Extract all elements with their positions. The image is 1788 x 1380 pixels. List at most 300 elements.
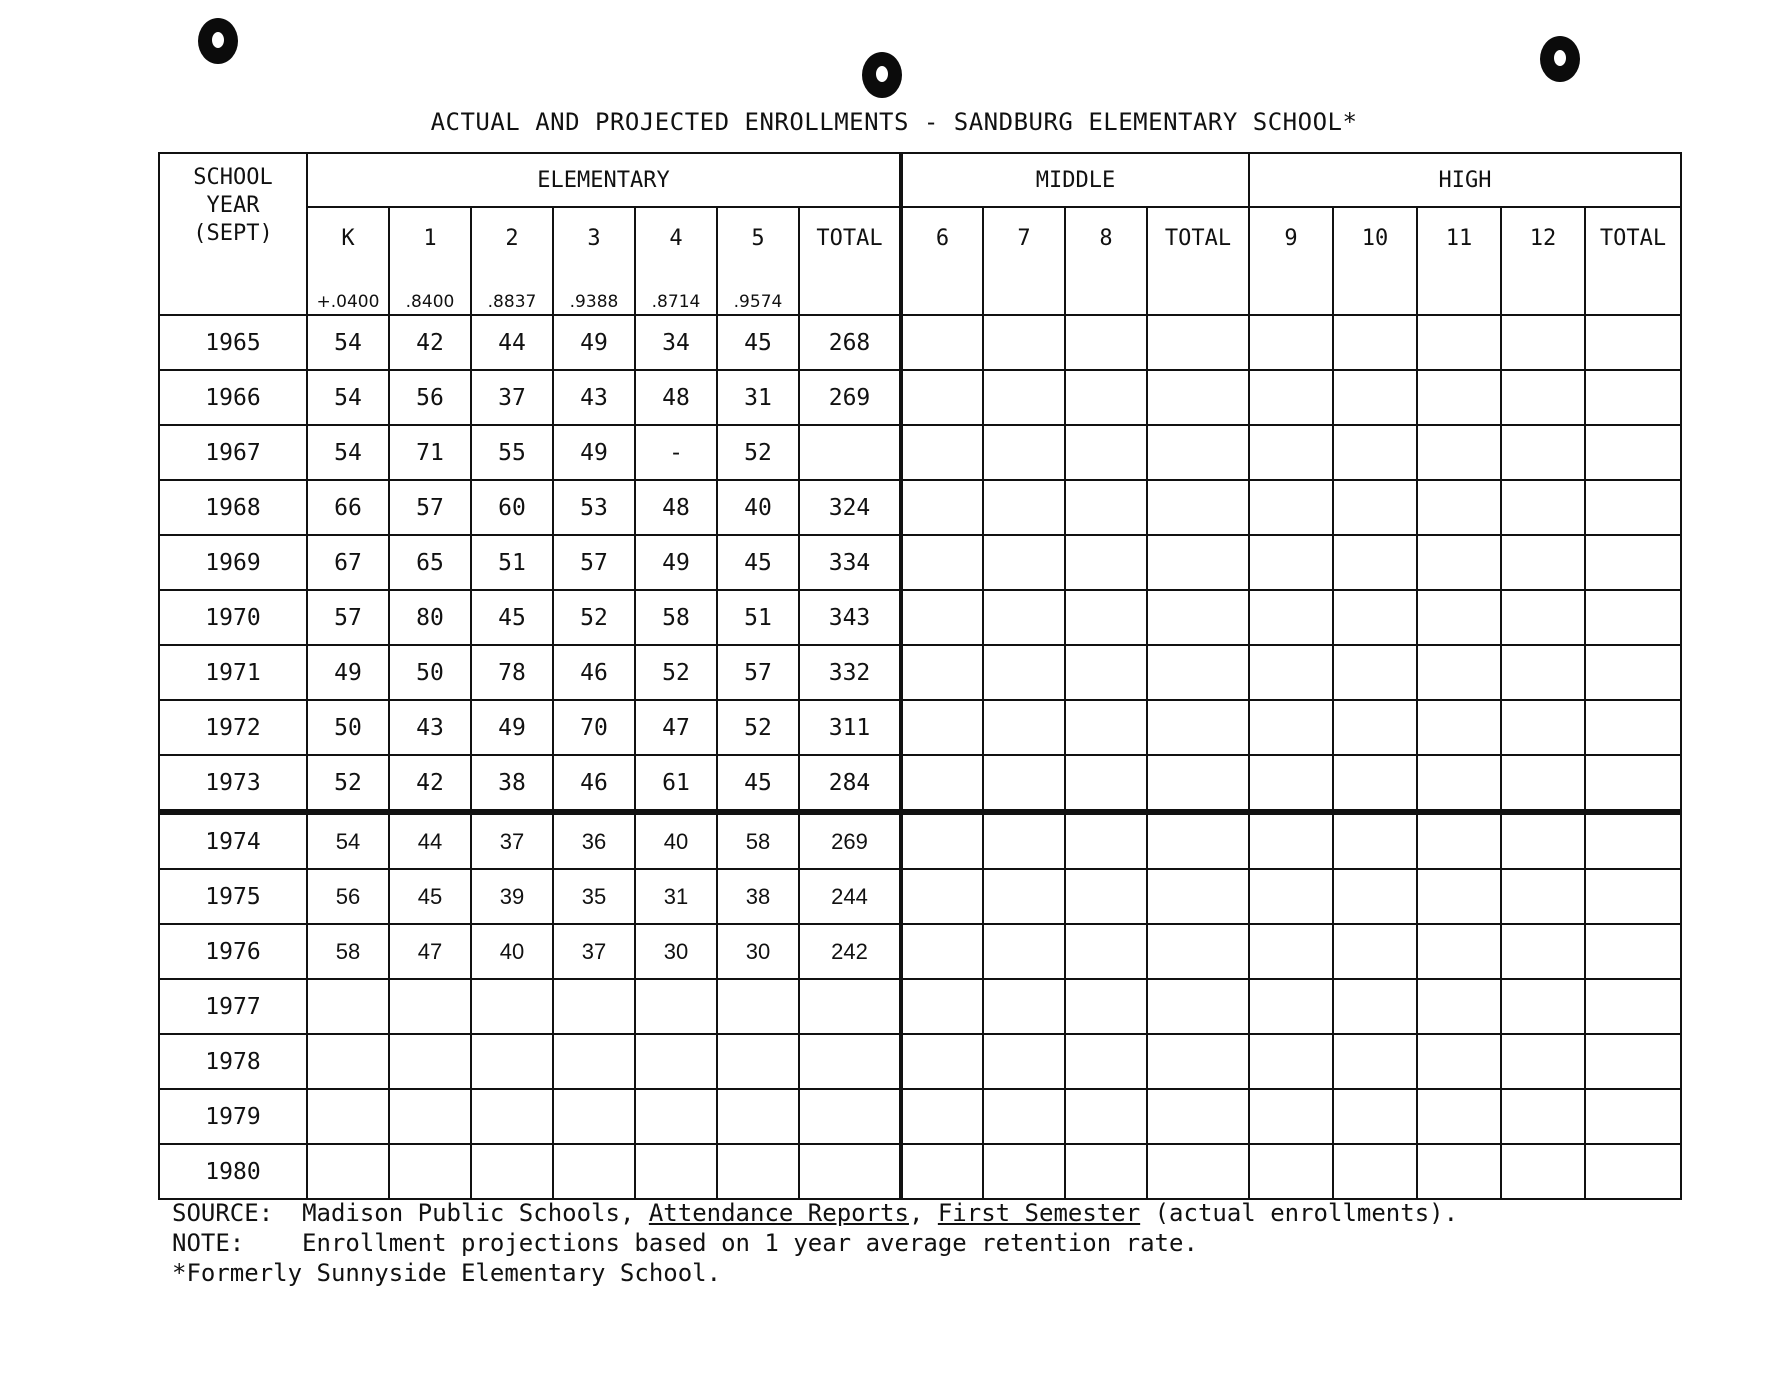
source-note: (actual enrollments). xyxy=(1154,1199,1459,1227)
empty-cell xyxy=(1501,1144,1585,1199)
grade-label: 3 xyxy=(587,226,601,251)
empty-cell xyxy=(1249,812,1333,869)
enrollment-cell: 80 xyxy=(389,590,471,645)
enrollment-cell: 43 xyxy=(553,370,635,425)
enrollment-cell: 42 xyxy=(389,315,471,370)
elementary-total-cell xyxy=(799,1034,901,1089)
empty-cell xyxy=(1585,645,1681,700)
enrollment-cell xyxy=(635,1089,717,1144)
enrollment-cell: 54 xyxy=(307,425,389,480)
empty-cell xyxy=(983,812,1065,869)
enrollment-cell: 57 xyxy=(389,480,471,535)
elementary-header: ELEMENTARY xyxy=(307,153,901,207)
enrollment-cell: 47 xyxy=(389,924,471,979)
enrollment-cell: 61 xyxy=(635,755,717,812)
year-cell: 1973 xyxy=(159,755,307,812)
year-header-line-1: SCHOOL xyxy=(193,165,273,190)
empty-cell xyxy=(1147,645,1249,700)
enrollment-rows xyxy=(159,315,1681,1199)
grade-3-header xyxy=(553,207,635,315)
enrollment-cell xyxy=(389,979,471,1034)
empty-cell xyxy=(1585,1144,1681,1199)
empty-cell xyxy=(1147,812,1249,869)
empty-cell xyxy=(983,480,1065,535)
enrollment-cell: 58 xyxy=(307,924,389,979)
empty-cell xyxy=(983,1144,1065,1199)
empty-cell xyxy=(1585,755,1681,812)
empty-cell xyxy=(1249,979,1333,1034)
enrollment-cell: 50 xyxy=(307,700,389,755)
enrollment-cell xyxy=(471,1034,553,1089)
enrollment-table xyxy=(158,152,1682,1200)
punch-hole-right xyxy=(1540,36,1580,82)
enrollment-cell: 30 xyxy=(635,924,717,979)
empty-cell xyxy=(1417,924,1501,979)
enrollment-cell: 49 xyxy=(307,645,389,700)
enrollment-cell: 57 xyxy=(717,645,799,700)
empty-cell xyxy=(1249,1034,1333,1089)
retention-rate: .8714 xyxy=(651,292,701,312)
empty-cell xyxy=(1065,645,1147,700)
table-row xyxy=(159,1144,1681,1199)
empty-cell xyxy=(1417,869,1501,924)
empty-cell xyxy=(1147,924,1249,979)
enrollment-cell: 38 xyxy=(471,755,553,812)
enrollment-cell xyxy=(717,1089,799,1144)
enrollment-cell: 52 xyxy=(717,700,799,755)
grade-8-header: 8 xyxy=(1065,207,1147,315)
source-line xyxy=(172,1198,1458,1228)
enrollment-cell: 53 xyxy=(553,480,635,535)
enrollment-cell xyxy=(307,1144,389,1199)
retention-rate: +.0400 xyxy=(316,292,380,312)
enrollment-cell: 54 xyxy=(307,370,389,425)
enrollment-cell: 51 xyxy=(471,535,553,590)
empty-cell xyxy=(1065,1089,1147,1144)
empty-cell xyxy=(1585,869,1681,924)
empty-cell xyxy=(901,869,983,924)
enrollment-cell: 44 xyxy=(389,812,471,869)
elementary-total-header xyxy=(799,207,901,315)
enrollment-cell: 36 xyxy=(553,812,635,869)
former-name-line: *Formerly Sunnyside Elementary School. xyxy=(172,1259,722,1287)
empty-cell xyxy=(1249,1089,1333,1144)
empty-cell xyxy=(1333,979,1417,1034)
empty-cell xyxy=(1249,480,1333,535)
grade-label: TOTAL xyxy=(816,226,883,251)
grade-5-header xyxy=(717,207,799,315)
table-row xyxy=(159,425,1681,480)
empty-cell xyxy=(1501,535,1585,590)
enrollment-cell: 45 xyxy=(717,755,799,812)
enrollment-cell xyxy=(471,979,553,1034)
empty-cell xyxy=(1065,979,1147,1034)
enrollment-cell: 70 xyxy=(553,700,635,755)
enrollment-cell: 78 xyxy=(471,645,553,700)
enrollment-cell xyxy=(389,1034,471,1089)
enrollment-cell: 37 xyxy=(471,370,553,425)
table-row xyxy=(159,645,1681,700)
source-label: SOURCE: xyxy=(172,1199,274,1227)
empty-cell xyxy=(901,924,983,979)
empty-cell xyxy=(901,700,983,755)
footer-notes xyxy=(172,1198,1458,1288)
elementary-total-cell xyxy=(799,425,901,480)
empty-cell xyxy=(983,1034,1065,1089)
empty-cell xyxy=(1417,645,1501,700)
enrollment-cell: 60 xyxy=(471,480,553,535)
grade-10-header: 10 xyxy=(1333,207,1417,315)
grade-7-header: 7 xyxy=(983,207,1065,315)
empty-cell xyxy=(901,645,983,700)
table-row xyxy=(159,924,1681,979)
empty-cell xyxy=(1065,315,1147,370)
empty-cell xyxy=(1065,535,1147,590)
empty-cell xyxy=(1333,1089,1417,1144)
year-cell: 1970 xyxy=(159,590,307,645)
empty-cell xyxy=(1501,755,1585,812)
note-label: NOTE: xyxy=(172,1229,245,1257)
enrollment-cell: 40 xyxy=(635,812,717,869)
empty-cell xyxy=(1065,370,1147,425)
year-cell: 1965 xyxy=(159,315,307,370)
empty-cell xyxy=(1249,425,1333,480)
empty-cell xyxy=(1585,979,1681,1034)
empty-cell xyxy=(1501,812,1585,869)
empty-cell xyxy=(1249,370,1333,425)
table-row xyxy=(159,315,1681,370)
empty-cell xyxy=(1249,535,1333,590)
enrollment-cell: 45 xyxy=(717,315,799,370)
empty-cell xyxy=(1333,370,1417,425)
enrollment-cell: 56 xyxy=(389,370,471,425)
empty-cell xyxy=(1065,924,1147,979)
empty-cell xyxy=(1501,979,1585,1034)
enrollment-cell: 52 xyxy=(635,645,717,700)
grade-k-header xyxy=(307,207,389,315)
retention-rate: .9388 xyxy=(569,292,619,312)
empty-cell xyxy=(1147,1089,1249,1144)
note-line xyxy=(172,1228,1458,1258)
high-header: HIGH xyxy=(1249,153,1681,207)
year-header-line-3: (SEPT) xyxy=(193,221,273,246)
empty-cell xyxy=(1417,315,1501,370)
enrollment-cell xyxy=(389,1089,471,1144)
grade-label: K xyxy=(341,226,355,251)
enrollment-cell xyxy=(307,1034,389,1089)
empty-cell xyxy=(901,979,983,1034)
empty-cell xyxy=(1065,700,1147,755)
table-row xyxy=(159,535,1681,590)
enrollment-cell xyxy=(635,979,717,1034)
empty-cell xyxy=(1147,755,1249,812)
empty-cell xyxy=(1249,755,1333,812)
source-report-name: Attendance Reports xyxy=(648,1199,909,1227)
middle-total-header: TOTAL xyxy=(1147,207,1249,315)
empty-cell xyxy=(1417,979,1501,1034)
source-semester: First Semester xyxy=(937,1199,1141,1227)
empty-cell xyxy=(1417,535,1501,590)
enrollment-cell: - xyxy=(635,425,717,480)
empty-cell xyxy=(1585,590,1681,645)
table-row xyxy=(159,590,1681,645)
elementary-total-cell: 244 xyxy=(799,869,901,924)
enrollment-cell: 54 xyxy=(307,812,389,869)
enrollment-cell: 46 xyxy=(553,645,635,700)
elementary-total-cell xyxy=(799,1089,901,1144)
note-text: Enrollment projections based on 1 year average retention rate. xyxy=(302,1229,1198,1257)
enrollment-cell xyxy=(307,1089,389,1144)
empty-cell xyxy=(983,425,1065,480)
empty-cell xyxy=(901,1034,983,1089)
elementary-total-cell: 343 xyxy=(799,590,901,645)
empty-cell xyxy=(1065,1034,1147,1089)
empty-cell xyxy=(1147,1144,1249,1199)
grade-2-header xyxy=(471,207,553,315)
year-cell: 1977 xyxy=(159,979,307,1034)
empty-cell xyxy=(983,979,1065,1034)
grade-label: 2 xyxy=(505,226,519,251)
elementary-total-cell: 311 xyxy=(799,700,901,755)
enrollment-cell: 40 xyxy=(717,480,799,535)
enrollment-cell: 66 xyxy=(307,480,389,535)
elementary-total-cell: 242 xyxy=(799,924,901,979)
elementary-total-cell xyxy=(799,1144,901,1199)
page-title: ACTUAL AND PROJECTED ENROLLMENTS - SANDBURG ELEMENTARY SCHOOL* xyxy=(430,108,1358,136)
table-row xyxy=(159,979,1681,1034)
enrollment-cell: 67 xyxy=(307,535,389,590)
enrollment-cell: 45 xyxy=(389,869,471,924)
empty-cell xyxy=(1065,480,1147,535)
empty-cell xyxy=(1147,590,1249,645)
enrollment-cell: 49 xyxy=(553,425,635,480)
empty-cell xyxy=(1417,812,1501,869)
grade-12-header: 12 xyxy=(1501,207,1585,315)
empty-cell xyxy=(1501,1034,1585,1089)
year-cell: 1974 xyxy=(159,812,307,869)
grade-4-header xyxy=(635,207,717,315)
punch-hole-left xyxy=(198,18,238,64)
empty-cell xyxy=(1249,590,1333,645)
empty-cell xyxy=(983,869,1065,924)
empty-cell xyxy=(1147,869,1249,924)
empty-cell xyxy=(1147,979,1249,1034)
table-row xyxy=(159,1034,1681,1089)
empty-cell xyxy=(1065,590,1147,645)
source-separator: , xyxy=(908,1199,924,1227)
empty-cell xyxy=(1501,924,1585,979)
empty-cell xyxy=(901,370,983,425)
empty-cell xyxy=(983,1089,1065,1144)
elementary-total-cell: 332 xyxy=(799,645,901,700)
elementary-total-cell: 334 xyxy=(799,535,901,590)
empty-cell xyxy=(1333,315,1417,370)
empty-cell xyxy=(1417,1144,1501,1199)
empty-cell xyxy=(901,535,983,590)
retention-rate: .9574 xyxy=(733,292,783,312)
empty-cell xyxy=(1417,1089,1501,1144)
enrollment-cell: 55 xyxy=(471,425,553,480)
enrollment-cell: 35 xyxy=(553,869,635,924)
empty-cell xyxy=(1147,700,1249,755)
empty-cell xyxy=(1249,1144,1333,1199)
empty-cell xyxy=(901,755,983,812)
grade-label: 4 xyxy=(669,226,683,251)
enrollment-cell: 71 xyxy=(389,425,471,480)
enrollment-cell: 44 xyxy=(471,315,553,370)
enrollment-cell: 54 xyxy=(307,315,389,370)
empty-cell xyxy=(983,645,1065,700)
year-cell: 1968 xyxy=(159,480,307,535)
empty-cell xyxy=(983,924,1065,979)
table-row xyxy=(159,812,1681,869)
empty-cell xyxy=(1585,315,1681,370)
elementary-total-cell: 269 xyxy=(799,370,901,425)
empty-cell xyxy=(983,535,1065,590)
enrollment-cell xyxy=(553,1034,635,1089)
empty-cell xyxy=(901,1144,983,1199)
empty-cell xyxy=(1501,425,1585,480)
empty-cell xyxy=(1333,1144,1417,1199)
empty-cell xyxy=(1333,924,1417,979)
elementary-total-cell: 284 xyxy=(799,755,901,812)
empty-cell xyxy=(1147,480,1249,535)
empty-cell xyxy=(1501,645,1585,700)
enrollment-cell: 37 xyxy=(553,924,635,979)
empty-cell xyxy=(1333,425,1417,480)
year-header-line-2: YEAR xyxy=(206,193,260,218)
enrollment-cell: 52 xyxy=(553,590,635,645)
enrollment-cell xyxy=(553,1144,635,1199)
enrollment-cell: 48 xyxy=(635,480,717,535)
grade-1-header xyxy=(389,207,471,315)
enrollment-cell xyxy=(717,979,799,1034)
empty-cell xyxy=(1147,425,1249,480)
empty-cell xyxy=(901,812,983,869)
enrollment-cell: 57 xyxy=(553,535,635,590)
enrollment-cell: 58 xyxy=(635,590,717,645)
enrollment-cell: 31 xyxy=(635,869,717,924)
year-cell: 1967 xyxy=(159,425,307,480)
table-row xyxy=(159,700,1681,755)
middle-header: MIDDLE xyxy=(901,153,1249,207)
year-cell: 1971 xyxy=(159,645,307,700)
year-cell: 1978 xyxy=(159,1034,307,1089)
punch-hole-center xyxy=(862,52,902,98)
empty-cell xyxy=(1417,755,1501,812)
empty-cell xyxy=(983,370,1065,425)
empty-cell xyxy=(1417,370,1501,425)
enrollment-cell: 48 xyxy=(635,370,717,425)
empty-cell xyxy=(983,315,1065,370)
empty-cell xyxy=(1501,370,1585,425)
empty-cell xyxy=(1333,700,1417,755)
enrollment-cell: 49 xyxy=(635,535,717,590)
empty-cell xyxy=(1147,535,1249,590)
empty-cell xyxy=(1333,869,1417,924)
empty-cell xyxy=(1501,1089,1585,1144)
empty-cell xyxy=(901,590,983,645)
year-cell: 1975 xyxy=(159,869,307,924)
empty-cell xyxy=(983,755,1065,812)
empty-cell xyxy=(1065,1144,1147,1199)
enrollment-cell: 58 xyxy=(717,812,799,869)
empty-cell xyxy=(1585,812,1681,869)
grade-label: 1 xyxy=(423,226,437,251)
table-row xyxy=(159,869,1681,924)
grade-label: 5 xyxy=(751,226,765,251)
enrollment-cell xyxy=(553,1089,635,1144)
enrollment-cell: 38 xyxy=(717,869,799,924)
empty-cell xyxy=(1585,480,1681,535)
empty-cell xyxy=(1249,869,1333,924)
table-row xyxy=(159,370,1681,425)
year-cell: 1980 xyxy=(159,1144,307,1199)
empty-cell xyxy=(1147,370,1249,425)
year-cell: 1972 xyxy=(159,700,307,755)
enrollment-cell xyxy=(307,979,389,1034)
retention-rate: .8400 xyxy=(405,292,455,312)
empty-cell xyxy=(901,480,983,535)
empty-cell xyxy=(1333,1034,1417,1089)
empty-cell xyxy=(1501,700,1585,755)
empty-cell xyxy=(1585,535,1681,590)
high-total-header: TOTAL xyxy=(1585,207,1681,315)
year-cell: 1966 xyxy=(159,370,307,425)
elementary-total-cell: 269 xyxy=(799,812,901,869)
enrollment-cell xyxy=(471,1089,553,1144)
retention-rate: .8837 xyxy=(487,292,537,312)
elementary-total-cell: 268 xyxy=(799,315,901,370)
school-year-header xyxy=(159,153,307,315)
enrollment-cell: 49 xyxy=(553,315,635,370)
enrollment-cell: 30 xyxy=(717,924,799,979)
year-cell: 1976 xyxy=(159,924,307,979)
empty-cell xyxy=(1417,1034,1501,1089)
empty-cell xyxy=(1417,590,1501,645)
empty-cell xyxy=(901,1089,983,1144)
enrollment-cell xyxy=(635,1144,717,1199)
empty-cell xyxy=(1501,480,1585,535)
empty-cell xyxy=(1585,1034,1681,1089)
enrollment-cell: 49 xyxy=(471,700,553,755)
enrollment-cell: 42 xyxy=(389,755,471,812)
table-row xyxy=(159,1089,1681,1144)
empty-cell xyxy=(1249,645,1333,700)
empty-cell xyxy=(983,590,1065,645)
enrollment-cell: 47 xyxy=(635,700,717,755)
empty-cell xyxy=(1249,924,1333,979)
empty-cell xyxy=(1501,315,1585,370)
empty-cell xyxy=(1147,1034,1249,1089)
empty-cell xyxy=(1501,869,1585,924)
enrollment-cell: 50 xyxy=(389,645,471,700)
empty-cell xyxy=(1585,370,1681,425)
empty-cell xyxy=(901,315,983,370)
enrollment-cell: 37 xyxy=(471,812,553,869)
enrollment-cell xyxy=(635,1034,717,1089)
empty-cell xyxy=(1333,755,1417,812)
table-row xyxy=(159,480,1681,535)
grade-6-header: 6 xyxy=(901,207,983,315)
empty-cell xyxy=(983,700,1065,755)
empty-cell xyxy=(1065,425,1147,480)
enrollment-cell: 45 xyxy=(717,535,799,590)
empty-cell xyxy=(1333,645,1417,700)
enrollment-cell xyxy=(717,1144,799,1199)
year-cell: 1969 xyxy=(159,535,307,590)
table-row xyxy=(159,755,1681,812)
